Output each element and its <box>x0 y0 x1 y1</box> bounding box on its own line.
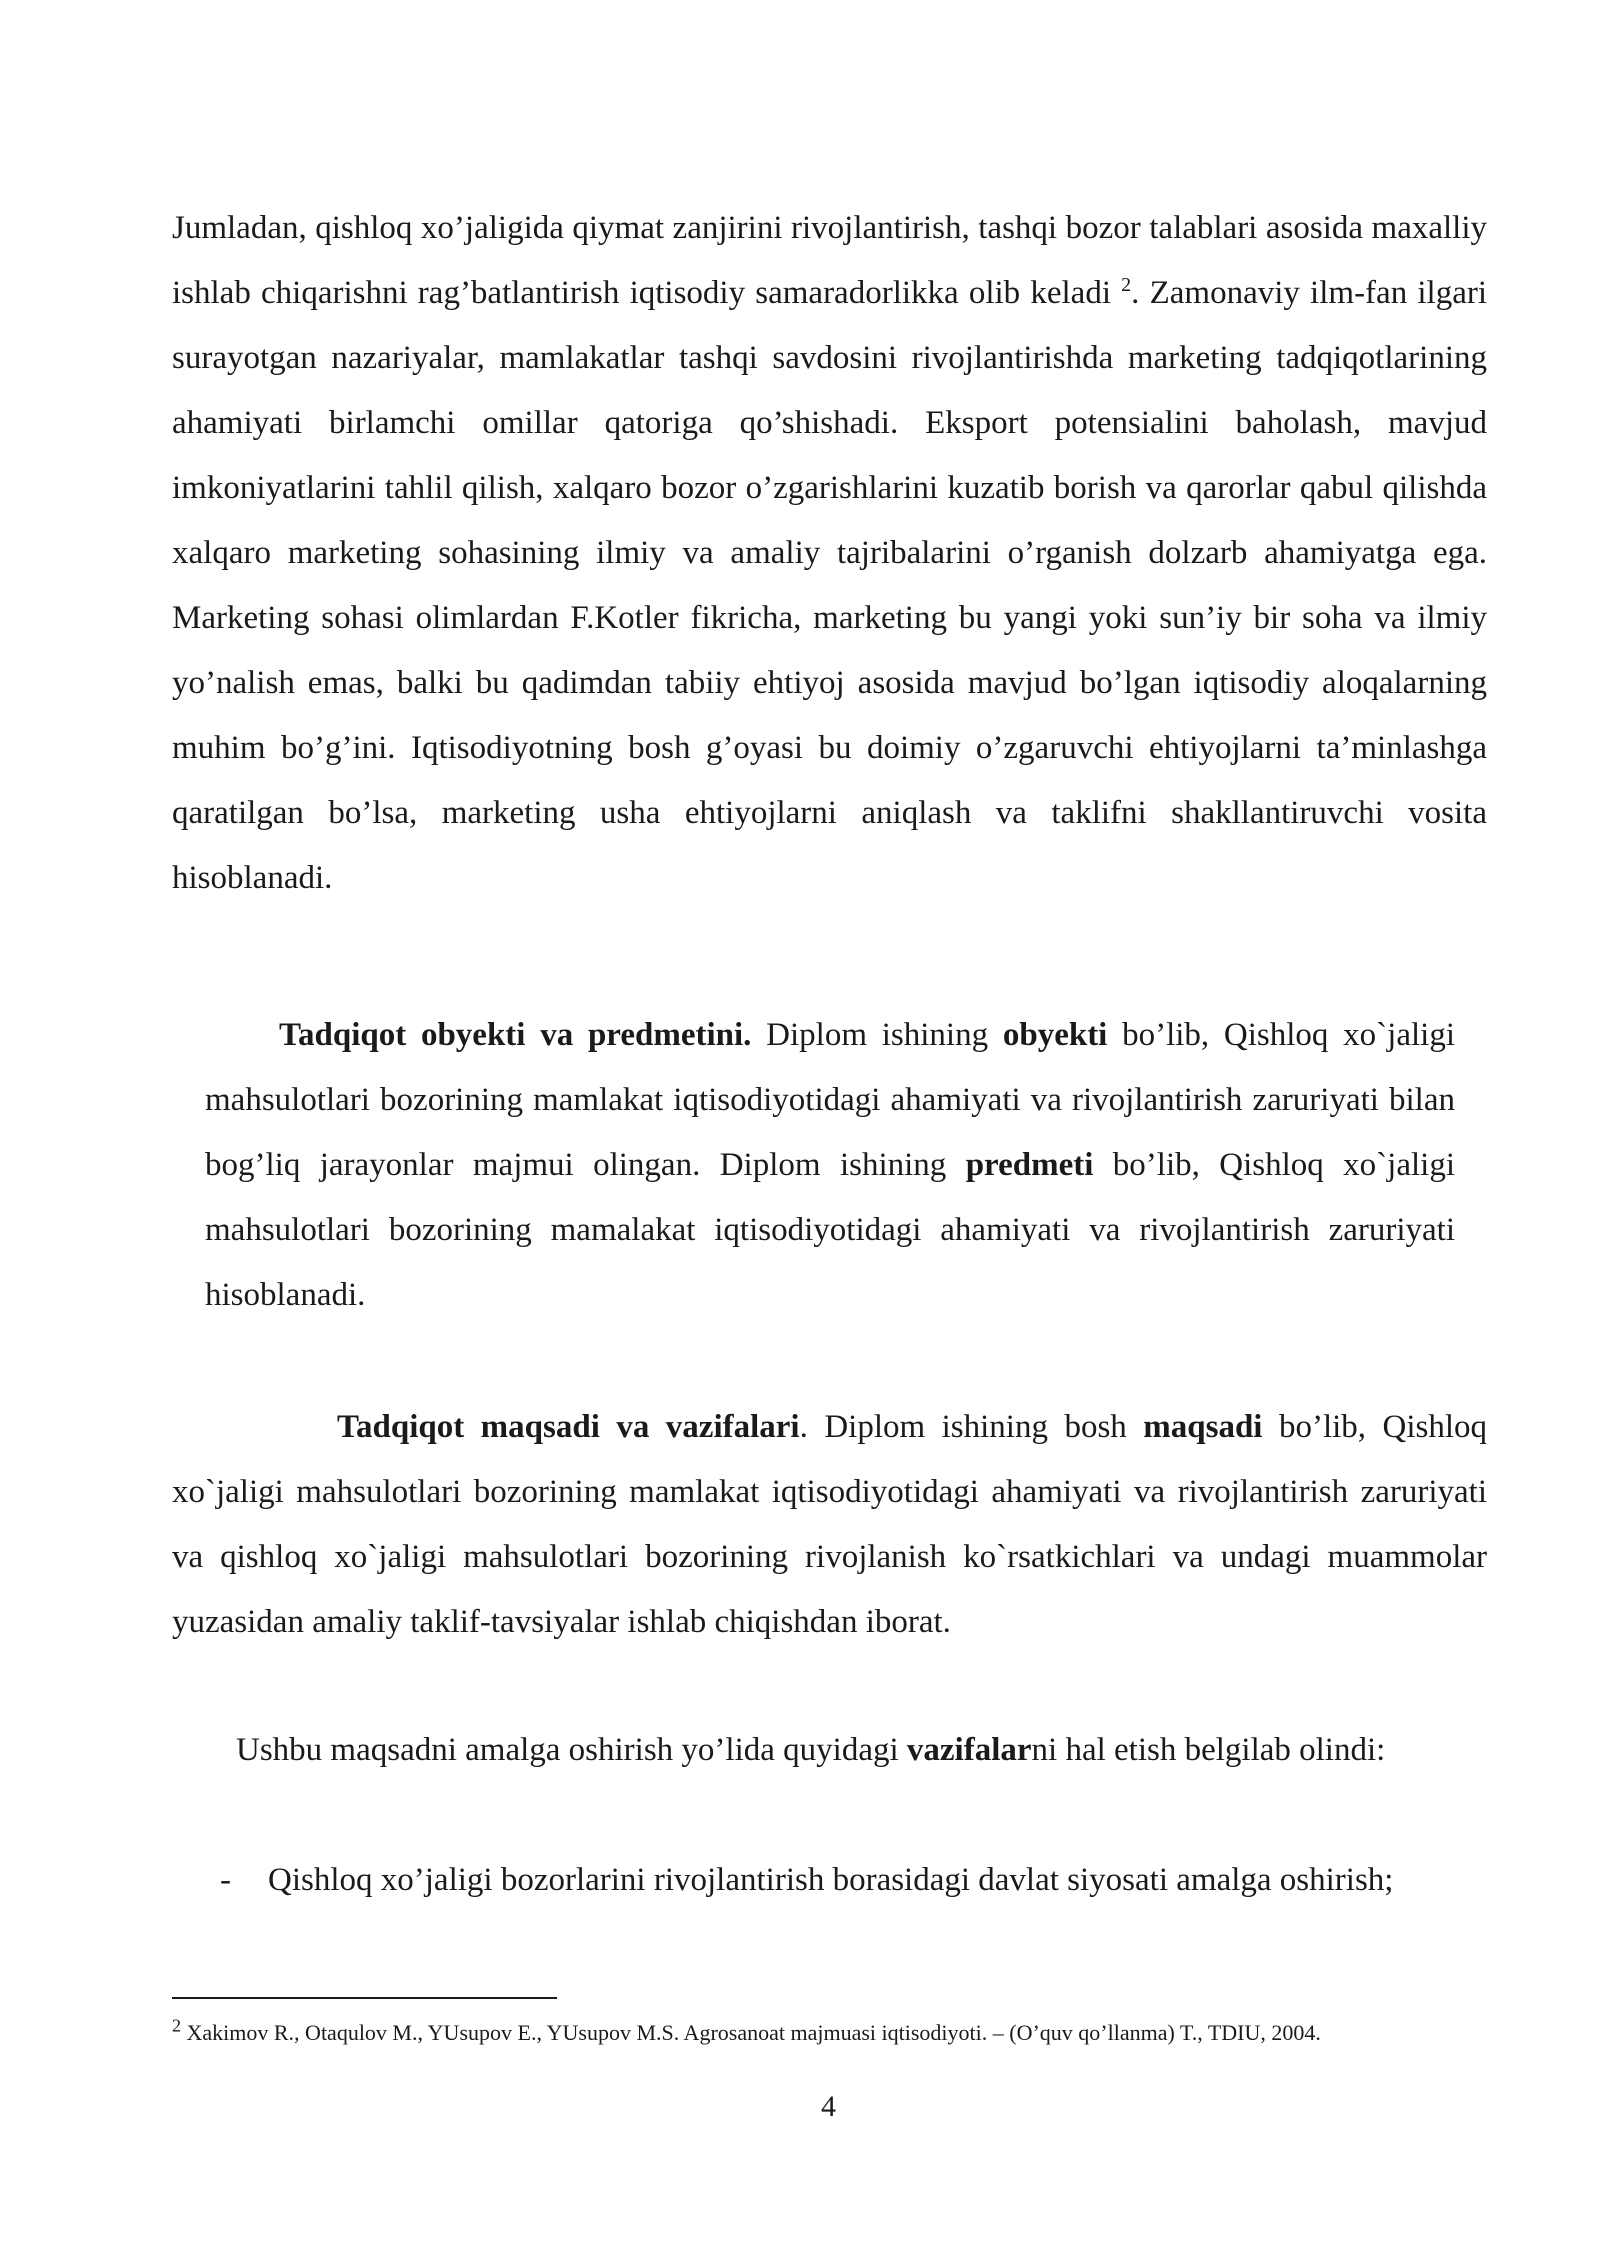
paragraph-object-text: bo’lib, Qishloq xo`jaligi mahsulotlari bozorining mamalakat iqtisodiyotidagi ahamiyati va rivojlantirish zaruriyati hisoblanadi. <box>205 1147 1455 1313</box>
list-item-text: Qishloq xo’jaligi bozorlarini rivojlantirish borasidagi davlat siyosati amalga oshirish; <box>268 1862 1394 1898</box>
paragraph-intro-text-after-ref: . Zamonaviy ilm-fan ilgari surayotgan nazariyalar, mamlakatlar tashqi savdosini rivojlantirishda marketing tadqiqotlarining ahamiyati birlamchi omillar qatoriga qo’shishadi. Eksport potensialini baholash, mavjud imkoniyatlarini tahlil qilish, xalqaro bozor o’zgarishlarini kuzatib borish va qarorlar qabul qilishda xalqaro marketing sohasining ilmiy va amaliy tajribalarini o’rganish dolzarb ahamiyatga ega. Marketing sohasi olimlardan F.Kotler fikricha, marketing bu yangi yoki sun’iy bir soha va ilmiy yo’nalish emas, balki bu qadimdan tabiiy ehtiyoj asosida mavjud bo’lgan iqtisodiy aloqalarning muhim bo’g’ini. Iqtisodiyotning bosh g’oyasi bu doimiy o’zgaruvchi ehtiyojlarni ta’minlashga qaratilgan bo’lsa, marketing usha ehtiyojlarni aniqlash va taklifni shakllantiruvchi vosita hisoblanadi. <box>172 275 1488 896</box>
emphasis-obyekti: obyekti <box>1002 1017 1108 1053</box>
section-heading-goal: Tadqiqot maqsadi va vazifalari <box>337 1409 800 1445</box>
paragraph-goal-text: bo’lib, Qishloq xo`jaligi mahsulotlari bozorining mamlakat iqtisodiyotidagi ahamiyati va rivojlantirish zaruriyati va qishloq xo`jaligi mahsulotlari bozorining rivojlanish ko`rsatkichlari va undagi muammolar yuzasidan amaliy taklif-tavsiyalar ishlab chiqishdan iborat. <box>172 1409 1488 1640</box>
footnote-number: 2 <box>172 2015 181 2036</box>
footnote-text: Xakimov R., Otaqulov M., YUsupov E., YUsupov M.S. Agrosanoat majmuasi iqtisodiyoti. – (O’quv qo’llanma) T., TDIU, 2004. <box>181 2020 1321 2045</box>
list-marker: - <box>220 1862 231 1898</box>
paragraph-tasks <box>172 1718 1487 1783</box>
paragraph-object-text: Diplom ishining <box>751 1017 1003 1053</box>
paragraph-tasks-text: ni hal etish belgilab olindi: <box>1031 1732 1386 1768</box>
emphasis-predmeti: predmeti <box>965 1147 1094 1183</box>
emphasis-maqsadi: maqsadi <box>1143 1409 1263 1445</box>
emphasis-vazifalar: vazifalar <box>906 1732 1032 1768</box>
page-number: 4 <box>821 2090 836 2123</box>
paragraph-object-text: bo’lib, Qishloq xo`jaligi mahsulotlari bozorining mamlakat iqtisodiyotidagi ahamiyati va rivojlantirish zaruriyati bilan bog’liq jarayonlar majmui olingan. Diplom ishining <box>205 1017 1455 1183</box>
paragraph-research-object <box>205 1003 1455 1328</box>
paragraph-intro-text-before-ref: Jumladan, qishloq xo’jaligida qiymat zanjirini rivojlantirish, tashqi bozor talablari asosida maxalliy ishlab chiqarishni rag’batlantirish iqtisodiy samaradorlikka olib keladi <box>172 210 1487 311</box>
paragraph-intro <box>172 196 1487 911</box>
paragraph-goal-text: . Diplom ishining bosh <box>799 1409 1144 1445</box>
section-heading-object: Tadqiqot obyekti va predmetini. <box>279 1017 752 1053</box>
footnote-reference[interactable]: 2 <box>1121 274 1132 296</box>
paragraph-research-goal <box>172 1395 1487 1655</box>
footnote <box>172 2015 1492 2048</box>
paragraph-tasks-text: Ushbu maqsadni amalga oshirish yo’lida quyidagi <box>236 1732 907 1768</box>
footnote-separator <box>172 1997 557 1999</box>
